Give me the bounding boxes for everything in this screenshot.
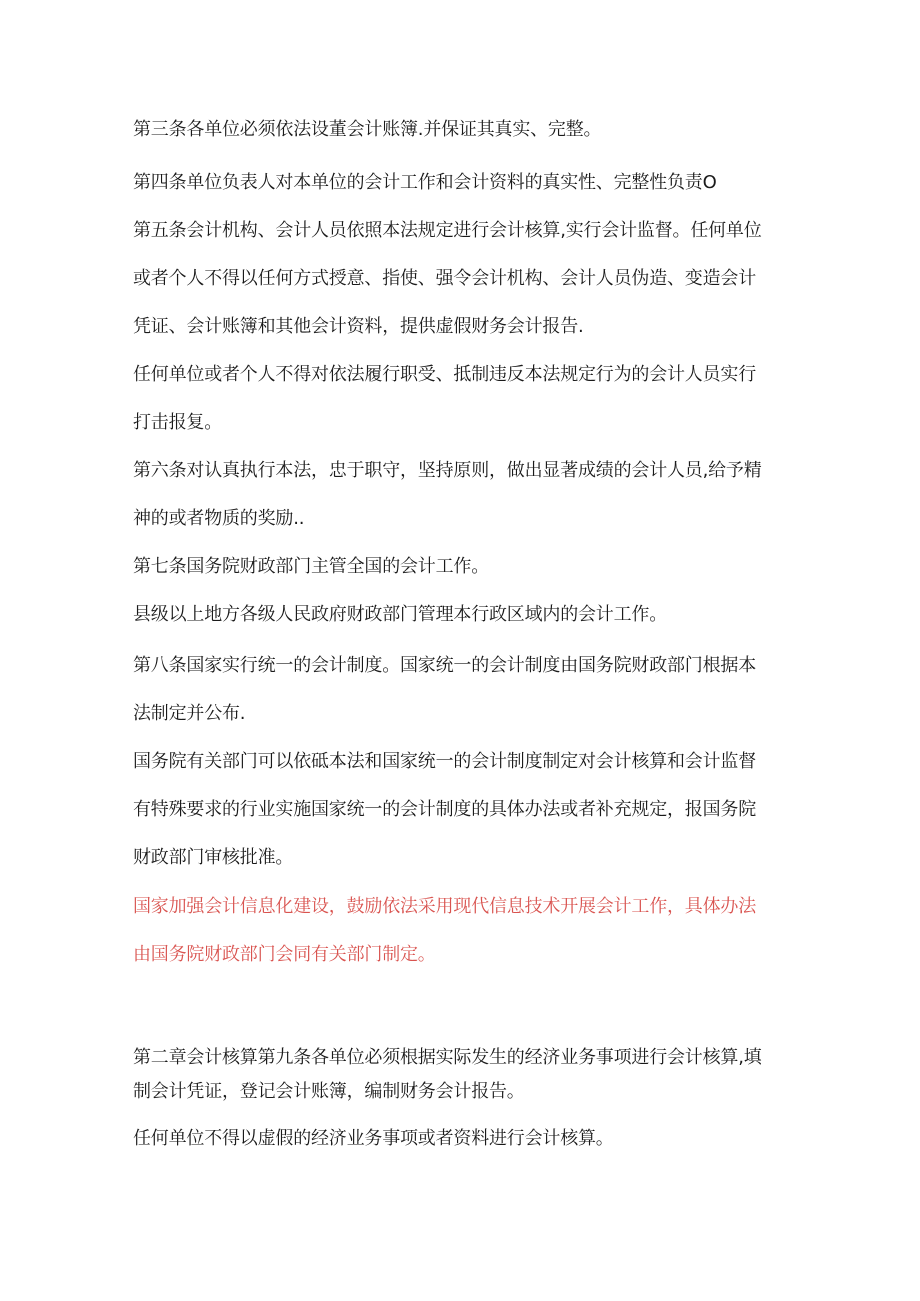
article-5-line-2: 或者个人不得以任何方式授意、指使、强令会计机构、会计人员伪造、变造会计 <box>133 268 756 289</box>
article-4-line-1: 第四条单位负表人对本单位的会计工作和会计资料的真实性、完整性负责O <box>133 172 717 193</box>
article-8-para-2-line-2: 有特殊要求的行业实施国家统一的会计制度的具体办法或者补充规定，报国务院 <box>133 799 756 820</box>
article-6-line-2: 神的或者物质的奖励.. <box>133 508 305 529</box>
highlighted-para-line-2: 由国务院财政部门会同有关部门制定。 <box>133 944 436 965</box>
article-8-line-1: 第八条国家实行统一的会计制度。国家统一的会计制度由国务院财政部门根据本 <box>133 655 756 676</box>
article-3-line-1: 第三条各单位必须依法设董会计账簿.并保证其真实、完整。 <box>133 119 602 140</box>
chapter-2-article-9-line-1: 第二章会计核算第九条各单位必须根据实际发生的经济业务事项进行会计核算,填 <box>133 1047 762 1068</box>
article-5-line-3: 凭证、会计账簿和其他会计资料，提供虚假财务会计报告. <box>133 316 584 337</box>
article-8-para-2-line-1: 国务院有关部门可以依砥本法和国家统一的会计制度制定对会计核算和会计监督 <box>133 751 756 772</box>
article-7-para-2-line-1: 县级以上地方各级人民政府财政部门管理本行政区域内的会计工作。 <box>133 604 667 625</box>
chapter-2-article-9-para-2: 任何单位不得以虚假的经济业务事项或者资料进行会计核算。 <box>133 1128 614 1149</box>
article-7-line-1: 第七条国务院财政部门主管全国的会计工作。 <box>133 556 489 577</box>
article-8-line-2: 法制定并公布. <box>133 703 246 724</box>
chapter-2-article-9-line-2: 制会计凭证，登记会计账簿，编制财务会计报告。 <box>133 1081 525 1102</box>
article-5-line-1: 第五条会计机构、会计人员依照本法规定进行会计核算,实行会计监督。任何单位 <box>133 220 762 241</box>
article-8-para-2-line-3: 财政部门审核批准。 <box>133 847 294 868</box>
article-6-line-1: 第六条对认真执行本法，忠于职守，坚持原则，做出显著成绩的会计人员,给予精 <box>133 460 762 481</box>
highlighted-para-line-1: 国家加强会计信息化建设，鼓励依法采用现代信息技术开展会计工作，具体办法 <box>133 896 756 917</box>
article-5-para-2-line-1: 任何单位或者个人不得对依法履行职受、抵制违反本法规定行为的会计人员实行 <box>133 364 756 385</box>
article-5-para-2-line-2: 打击报复。 <box>133 412 222 433</box>
